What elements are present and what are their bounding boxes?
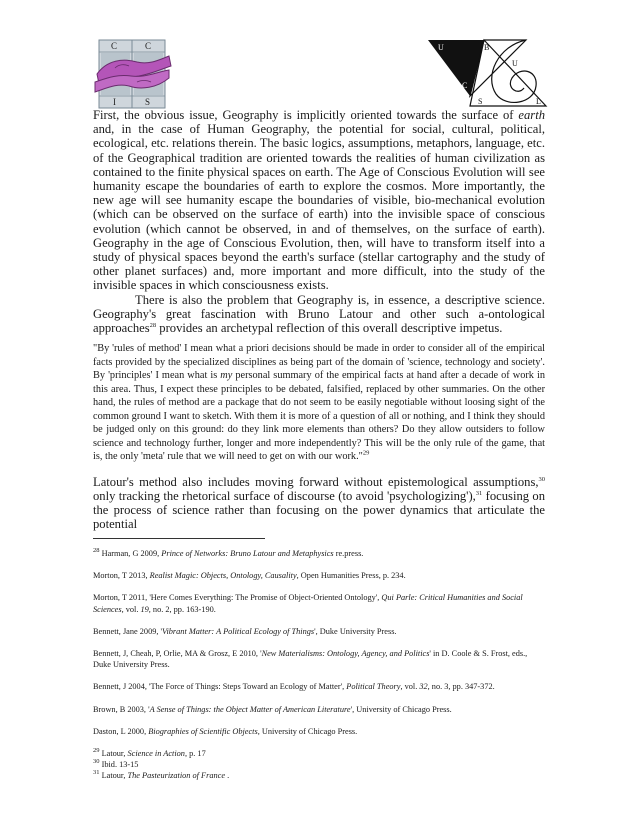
emphasis-text: my bbox=[220, 370, 233, 382]
logo-letter: C bbox=[145, 41, 152, 51]
emphasis-text: earth bbox=[518, 108, 545, 122]
text-run: personal summary of the empirical facts at hand after a decade of work in this area. Thus, I expect these principles to be debated, falsified, replaced by other summaries. On the other hand, the rules of method are a package that do not seem to be easily negotiable without loosing sight of the common ground I want to sketch. With them it is more of a question of all or nothing, and I think they should be judged only on this ground: do they link more elements than others? Do they allow outsiders to follow science and technology further, longer and more independently? This will be the only rule of the game, that is, the only 'meta' rule that we will need to get on with our work." bbox=[93, 370, 546, 463]
block-quote-latour bbox=[93, 342, 545, 464]
logo-letter: C bbox=[462, 81, 468, 90]
reference-morton-2013 bbox=[93, 570, 545, 581]
logo-letter: C bbox=[111, 41, 118, 51]
reference-bennett-2004 bbox=[93, 681, 545, 692]
footnote-marker: 28 bbox=[149, 321, 157, 329]
text-run: , no. 3, pp. 347-372. bbox=[427, 682, 495, 692]
text-run: Bennett, Jane 2009, ' bbox=[93, 626, 163, 636]
text-run: First, the obvious issue, Geography is implicitly oriented towards the surface of bbox=[93, 108, 519, 122]
hands-logo-icon bbox=[93, 38, 173, 110]
citation-title: A Sense of Things: the Object Matter of American Literature bbox=[149, 704, 351, 714]
text-run: only tracking the rhetorical surface of discourse (to avoid 'psychologizing'), bbox=[93, 488, 476, 503]
text-run: Ibid. 13-15 bbox=[99, 760, 139, 770]
citation-title: Realist Magic: Objects, Ontology, Causality bbox=[149, 571, 297, 581]
logo-letter: B bbox=[484, 43, 490, 52]
logo-letter: S bbox=[145, 97, 151, 107]
citation-title: Vibrant Matter: A Political Ecology of Things bbox=[162, 626, 315, 636]
text-run: Harman, G 2009, bbox=[99, 549, 162, 558]
paragraph-descriptive-science bbox=[93, 293, 545, 336]
footnote-divider bbox=[93, 538, 265, 539]
citation-title: Qui Parle: Critical Humanities and Social Sciences bbox=[93, 593, 523, 614]
text-run: Daston, L 2000, bbox=[93, 726, 149, 736]
logo-letter: I bbox=[113, 97, 116, 107]
reference-morton-2011 bbox=[93, 592, 545, 614]
text-run: Latour's method also includes moving forward without epistemological assumptions, bbox=[93, 474, 539, 489]
text-run: Morton, T 2011, 'Here Comes Everything: The Promise of Object-Oriented Ontology', bbox=[93, 593, 382, 603]
paragraph-latour-method bbox=[93, 475, 545, 532]
footnote-30 bbox=[93, 759, 545, 770]
footnote-number: 30 bbox=[93, 758, 100, 766]
footnote-28 bbox=[93, 548, 545, 559]
citation-title: Science in Action bbox=[127, 749, 185, 759]
footnote-marker: 31 bbox=[475, 489, 483, 497]
text-run: , University of Chicago Press. bbox=[257, 726, 358, 736]
text-run: Bennett, J, Cheah, P, Orlie, MA & Grosz, E 2010, ' bbox=[93, 649, 262, 659]
reference-brown-2003 bbox=[93, 704, 545, 715]
text-run: Latour, bbox=[99, 749, 128, 759]
footnote-number: 28 bbox=[93, 547, 100, 555]
right-logo bbox=[426, 36, 548, 108]
logo-letter: L bbox=[536, 97, 541, 106]
text-run: , no. 2, pp. 163-190. bbox=[148, 604, 216, 614]
reference-bennett-2009 bbox=[93, 626, 545, 637]
text-run: ', Duke University Press. bbox=[314, 626, 397, 636]
citation-title: Prince of Networks: Bruno Latour and Metaphysics bbox=[161, 549, 334, 558]
citation-volume: 32 bbox=[419, 682, 428, 692]
citation-title: Biographies of Scientific Objects bbox=[148, 726, 258, 736]
text-run: and, in the case of Human Geography, the potential for social, cultural, political, ecological, etc. relations therein. The basic logics, assumptions, metaphors, language, etc. of the Geographical tradition are oriented towards the realities of human civilization as contained to the finite physical spaces on earth. The Age of Conscious Evolution will see humanity escape the boundaries of earth to explore the cosmos. More importantly, the new age will see humanity escape the boundaries of visible, bio-mechanical evolution (which can be observed on the surface of earth) into the invisible space of conscious evolution (which cannot be observed, in and of themselves, on the surface of earth). Geography in the age of Conscious Evolution, then, will have to transform itself into a study of physical spaces beyond the earth's surface (stellar cartography and the study of other planet surfaces) and, more important and more difficult, into the study of the invisible spaces in which consciousness exists. bbox=[93, 122, 545, 293]
paragraph-geography-earth bbox=[93, 108, 545, 293]
text-run: provides an archetypal reflection of this overall descriptive impetus. bbox=[156, 321, 503, 336]
citation-title: The Pasteurization of France bbox=[127, 771, 225, 781]
text-run: Bennett, J 2004, 'The Force of Things: Steps Toward an Ecology of Matter', bbox=[93, 682, 347, 692]
footnote-marker: 30 bbox=[538, 475, 545, 483]
text-run: Morton, T 2013, bbox=[93, 571, 150, 581]
footnote-number: 31 bbox=[93, 769, 100, 777]
text-run: re.press. bbox=[333, 549, 364, 558]
logo-letter: U bbox=[438, 43, 444, 52]
text-run: "By 'rules of method' I mean what a priori decisions should be made in order to consider all of the empirical facts provided by the specialized disciplines as being part of the domain of 'science, technology and society'. By 'principles' I mean what is bbox=[93, 343, 545, 382]
text-run: ' in D. Coole & S. Frost, eds., Duke University Press. bbox=[93, 649, 528, 670]
footnote-31 bbox=[93, 770, 545, 781]
text-run: , vol. bbox=[400, 682, 420, 692]
footnote-marker: 29 bbox=[362, 449, 370, 457]
citation-title: Political Theory bbox=[346, 682, 401, 692]
text-run: Latour, bbox=[99, 771, 128, 781]
citation-title: New Materialisms: Ontology, Agency, and Politics bbox=[261, 649, 430, 659]
text-run: focusing on the process of science rather than focusing on the power dynamics that articulate the potential bbox=[93, 488, 545, 532]
logo-letter: S bbox=[478, 97, 483, 106]
footnote-29 bbox=[93, 748, 545, 759]
text-run: , p. 17 bbox=[184, 749, 206, 759]
text-run: There is also the problem that Geography is, in essence, a descriptive science. Geography's great fascination with Bruno Latour and other such a-ontological approaches bbox=[93, 292, 545, 336]
footnotes bbox=[93, 548, 545, 782]
triangle-spiral-logo-icon bbox=[426, 36, 548, 108]
citation-volume: 19 bbox=[140, 604, 149, 614]
left-logo bbox=[93, 38, 173, 110]
reference-daston-2000 bbox=[93, 726, 545, 737]
text-run: , Open Humanities Press, p. 234. bbox=[296, 571, 406, 581]
text-run: Brown, B 2003, ' bbox=[93, 704, 150, 714]
reference-bennett-2010 bbox=[93, 648, 545, 670]
body-text bbox=[93, 108, 545, 532]
footnote-number: 29 bbox=[93, 747, 100, 755]
text-run: , vol. bbox=[121, 604, 141, 614]
text-run: . bbox=[225, 771, 230, 781]
text-run: ', University of Chicago Press. bbox=[350, 704, 452, 714]
logo-letter: U bbox=[512, 59, 518, 68]
